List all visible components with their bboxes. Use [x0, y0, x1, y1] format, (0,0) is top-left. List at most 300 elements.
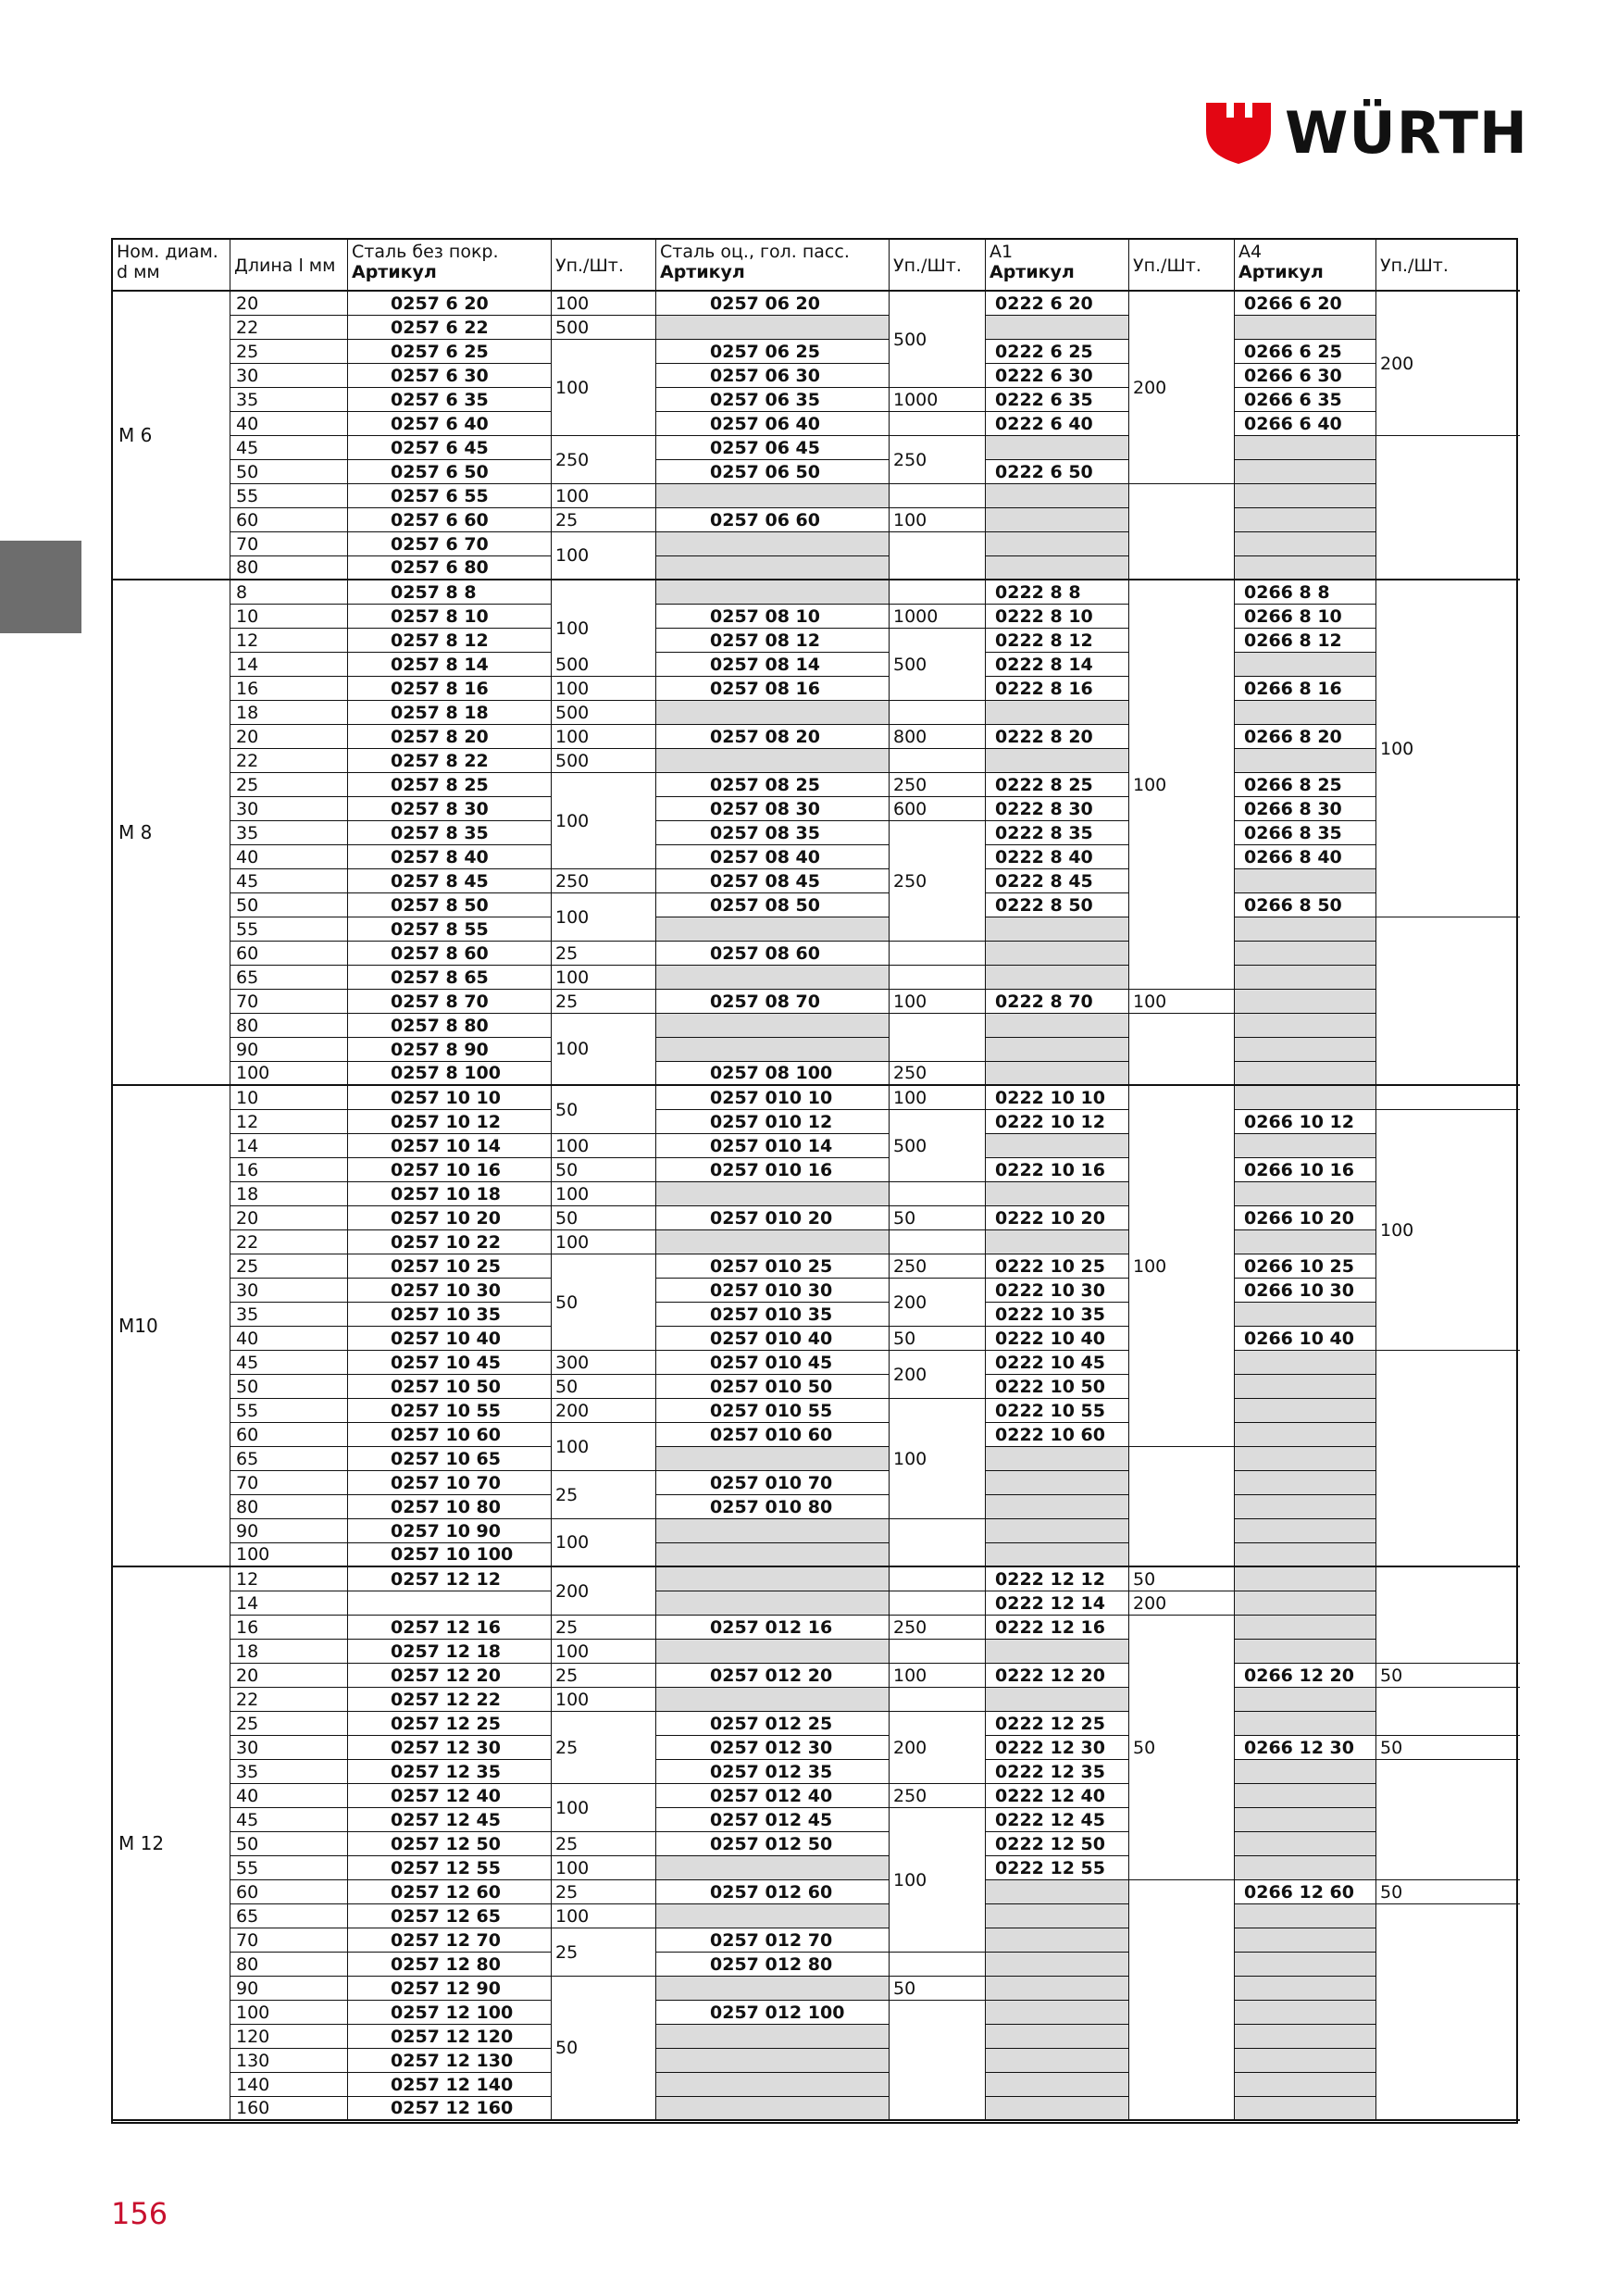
a4-article: 0266 8 50	[1235, 893, 1376, 917]
zinc-article: 0257 08 14	[656, 653, 890, 677]
a1-article: 0222 10 30	[986, 1279, 1129, 1303]
zinc-pack: 1000	[890, 388, 986, 412]
a1-article: 0222 10 50	[986, 1375, 1129, 1399]
a4-article: 0266 6 40	[1235, 412, 1376, 436]
steel-pack: 100	[552, 1856, 656, 1880]
zinc-article	[656, 749, 890, 773]
a1-article	[986, 2001, 1129, 2025]
header-text: A4	[1238, 242, 1263, 262]
a4-article	[1235, 1351, 1376, 1375]
a1-article	[986, 1640, 1129, 1664]
steel-article: 0257 12 70	[348, 1928, 552, 1953]
a4-article	[1235, 1591, 1376, 1616]
zinc-pack	[890, 749, 986, 773]
a4-pack: 100	[1376, 1110, 1520, 1351]
steel-article: 0257 8 20	[348, 725, 552, 749]
a1-article: 0222 10 12	[986, 1110, 1129, 1134]
zinc-article	[656, 1856, 890, 1880]
steel-article: 0257 8 55	[348, 917, 552, 942]
zinc-article: 0257 012 16	[656, 1616, 890, 1640]
steel-article: 0257 8 35	[348, 821, 552, 845]
steel-article: 0257 8 8	[348, 580, 552, 605]
a1-article	[986, 1230, 1129, 1254]
a4-article	[1235, 1784, 1376, 1808]
a1-article: 0222 10 55	[986, 1399, 1129, 1423]
length-cell: 22	[230, 1230, 348, 1254]
a1-article	[986, 1953, 1129, 1977]
a1-article: 0222 12 20	[986, 1664, 1129, 1688]
wurth-logo	[1206, 97, 1528, 167]
steel-article: 0257 8 40	[348, 845, 552, 869]
steel-pack: 25	[552, 508, 656, 532]
a4-article: 0266 8 12	[1235, 629, 1376, 653]
a1-article: 0222 12 35	[986, 1760, 1129, 1784]
zinc-article: 0257 012 100	[656, 2001, 890, 2025]
zinc-pack: 100	[890, 1664, 986, 1688]
length-cell: 12	[230, 1567, 348, 1591]
a4-article: 0266 8 25	[1235, 773, 1376, 797]
steel-article: 0257 12 120	[348, 2025, 552, 2049]
a1-article	[986, 1182, 1129, 1206]
steel-article: 0257 8 60	[348, 942, 552, 966]
a1-article: 0222 12 14	[986, 1591, 1129, 1616]
zinc-article	[656, 1182, 890, 1206]
a1-article	[986, 508, 1129, 532]
steel-article: 0257 10 65	[348, 1447, 552, 1471]
zinc-article	[656, 2097, 890, 2121]
steel-article: 0257 10 25	[348, 1254, 552, 1279]
a4-article	[1235, 1495, 1376, 1519]
steel-pack: 500	[552, 701, 656, 725]
a1-article: 0222 10 10	[986, 1086, 1129, 1110]
zinc-article: 0257 010 70	[656, 1471, 890, 1495]
steel-article: 0257 6 35	[348, 388, 552, 412]
a1-article	[986, 2097, 1129, 2121]
steel-article: 0257 12 30	[348, 1736, 552, 1760]
steel-article: 0257 12 160	[348, 2097, 552, 2121]
steel-article: 0257 8 14	[348, 653, 552, 677]
a1-article	[986, 701, 1129, 725]
a1-article	[986, 1495, 1129, 1519]
steel-article: 0257 10 16	[348, 1158, 552, 1182]
a4-article: 0266 6 25	[1235, 340, 1376, 364]
steel-pack: 200	[552, 1399, 656, 1423]
steel-pack: 100	[552, 532, 656, 580]
a1-article: 0222 12 30	[986, 1736, 1129, 1760]
zinc-article: 0257 012 80	[656, 1953, 890, 1977]
a1-pack: 50	[1129, 1567, 1235, 1591]
a4-article: 0266 12 60	[1235, 1880, 1376, 1904]
length-cell: 40	[230, 1327, 348, 1351]
page-number: 156	[111, 2196, 168, 2231]
a1-article: 0222 8 70	[986, 990, 1129, 1014]
length-cell: 30	[230, 1279, 348, 1303]
a4-article	[1235, 1447, 1376, 1471]
header-cell	[890, 240, 986, 292]
zinc-article: 0257 08 12	[656, 629, 890, 653]
length-cell: 55	[230, 917, 348, 942]
header-cell	[230, 240, 348, 292]
length-cell: 35	[230, 1303, 348, 1327]
spec-table	[111, 238, 1518, 2124]
zinc-article: 0257 012 40	[656, 1784, 890, 1808]
length-cell: 60	[230, 508, 348, 532]
a4-article: 0266 10 25	[1235, 1254, 1376, 1279]
length-cell: 22	[230, 1688, 348, 1712]
zinc-article: 0257 010 14	[656, 1134, 890, 1158]
a1-article: 0222 8 8	[986, 580, 1129, 605]
steel-article: 0257 12 100	[348, 2001, 552, 2025]
zinc-article: 0257 012 20	[656, 1664, 890, 1688]
length-cell: 65	[230, 966, 348, 990]
length-cell: 65	[230, 1904, 348, 1928]
steel-article: 0257 10 55	[348, 1399, 552, 1423]
a4-pack	[1376, 1086, 1520, 1110]
header-cell	[656, 240, 890, 292]
steel-article: 0257 12 18	[348, 1640, 552, 1664]
nominal-diameter: M 8	[113, 580, 230, 1086]
zinc-pack	[890, 1591, 986, 1616]
steel-pack: 100	[552, 340, 656, 436]
zinc-article	[656, 1447, 890, 1471]
zinc-article: 0257 010 35	[656, 1303, 890, 1327]
length-cell: 60	[230, 1880, 348, 1904]
a1-article	[986, 1038, 1129, 1062]
length-cell: 40	[230, 412, 348, 436]
a4-pack: 50	[1376, 1664, 1520, 1688]
a1-pack: 50	[1129, 1616, 1235, 1880]
a4-pack: 100	[1376, 580, 1520, 917]
length-cell: 40	[230, 1784, 348, 1808]
zinc-article	[656, 580, 890, 605]
a1-article	[986, 917, 1129, 942]
length-cell: 65	[230, 1447, 348, 1471]
a1-article: 0222 10 35	[986, 1303, 1129, 1327]
zinc-pack	[890, 942, 986, 966]
steel-pack: 100	[552, 677, 656, 701]
steel-pack: 25	[552, 1616, 656, 1640]
zinc-pack: 100	[890, 1808, 986, 1953]
steel-pack: 100	[552, 1519, 656, 1567]
a1-article: 0222 10 60	[986, 1423, 1129, 1447]
steel-article: 0257 6 50	[348, 460, 552, 484]
a1-article: 0222 12 12	[986, 1567, 1129, 1591]
header-cell	[986, 240, 1129, 292]
length-cell: 45	[230, 1808, 348, 1832]
a1-article	[986, 556, 1129, 580]
zinc-article	[656, 556, 890, 580]
steel-article: 0257 10 35	[348, 1303, 552, 1327]
steel-article: 0257 6 70	[348, 532, 552, 556]
a1-article	[986, 966, 1129, 990]
a4-article	[1235, 484, 1376, 508]
zinc-article: 0257 010 45	[656, 1351, 890, 1375]
zinc-article	[656, 484, 890, 508]
a4-article	[1235, 1953, 1376, 1977]
zinc-article: 0257 010 55	[656, 1399, 890, 1423]
a1-article	[986, 1928, 1129, 1953]
length-cell: 70	[230, 990, 348, 1014]
zinc-article	[656, 1038, 890, 1062]
steel-pack: 25	[552, 990, 656, 1014]
zinc-article: 0257 08 100	[656, 1062, 890, 1086]
zinc-pack	[890, 532, 986, 580]
zinc-article: 0257 06 50	[656, 460, 890, 484]
steel-article: 0257 12 65	[348, 1904, 552, 1928]
length-cell: 100	[230, 1543, 348, 1567]
a4-article: 0266 8 8	[1235, 580, 1376, 605]
a1-article: 0222 12 16	[986, 1616, 1129, 1640]
length-cell: 25	[230, 773, 348, 797]
steel-article: 0257 12 40	[348, 1784, 552, 1808]
steel-pack: 100	[552, 893, 656, 942]
header-cell	[1129, 240, 1235, 292]
a1-pack	[1129, 484, 1235, 580]
a4-article	[1235, 1856, 1376, 1880]
zinc-pack: 100	[890, 1399, 986, 1519]
steel-pack: 50	[552, 1977, 656, 2121]
a4-article: 0266 6 30	[1235, 364, 1376, 388]
steel-article: 0257 10 12	[348, 1110, 552, 1134]
zinc-article: 0257 08 35	[656, 821, 890, 845]
length-cell: 80	[230, 1014, 348, 1038]
a4-article	[1235, 2073, 1376, 2097]
a4-article	[1235, 2097, 1376, 2121]
steel-pack: 500	[552, 749, 656, 773]
zinc-article: 0257 010 40	[656, 1327, 890, 1351]
steel-article: 0257 8 70	[348, 990, 552, 1014]
a4-article: 0266 12 30	[1235, 1736, 1376, 1760]
a4-article	[1235, 1543, 1376, 1567]
steel-pack: 500	[552, 653, 656, 677]
zinc-pack	[890, 1953, 986, 1977]
steel-article: 0257 6 80	[348, 556, 552, 580]
length-cell: 70	[230, 1928, 348, 1953]
length-cell: 90	[230, 1519, 348, 1543]
a4-pack	[1376, 917, 1520, 1086]
length-cell: 14	[230, 653, 348, 677]
zinc-article: 0257 08 50	[656, 893, 890, 917]
zinc-pack	[890, 1014, 986, 1062]
length-cell: 160	[230, 2097, 348, 2121]
steel-pack: 50	[552, 1375, 656, 1399]
zinc-article: 0257 08 45	[656, 869, 890, 893]
zinc-article: 0257 012 30	[656, 1736, 890, 1760]
steel-article: 0257 12 60	[348, 1880, 552, 1904]
zinc-article	[656, 2025, 890, 2049]
steel-pack: 100	[552, 1230, 656, 1254]
steel-pack: 50	[552, 1158, 656, 1182]
steel-article: 0257 10 80	[348, 1495, 552, 1519]
steel-article: 0257 10 40	[348, 1327, 552, 1351]
a1-article: 0222 10 40	[986, 1327, 1129, 1351]
steel-article: 0257 8 10	[348, 605, 552, 629]
length-cell: 50	[230, 1375, 348, 1399]
length-cell: 90	[230, 1038, 348, 1062]
zinc-pack: 500	[890, 292, 986, 388]
steel-pack: 100	[552, 1014, 656, 1086]
steel-pack: 50	[552, 1254, 656, 1351]
steel-pack: 100	[552, 725, 656, 749]
zinc-article: 0257 012 70	[656, 1928, 890, 1953]
steel-pack: 25	[552, 1880, 656, 1904]
steel-pack: 100	[552, 580, 656, 677]
a4-pack	[1376, 1351, 1520, 1567]
zinc-article: 0257 012 45	[656, 1808, 890, 1832]
steel-pack: 25	[552, 1471, 656, 1519]
steel-pack: 100	[552, 292, 656, 316]
length-cell: 12	[230, 1110, 348, 1134]
a1-article: 0222 8 45	[986, 869, 1129, 893]
a4-article	[1235, 532, 1376, 556]
steel-article: 0257 8 65	[348, 966, 552, 990]
zinc-article	[656, 1904, 890, 1928]
a4-article	[1235, 1182, 1376, 1206]
a4-article	[1235, 316, 1376, 340]
steel-article: 0257 12 45	[348, 1808, 552, 1832]
length-cell: 16	[230, 677, 348, 701]
zinc-article: 0257 012 35	[656, 1760, 890, 1784]
steel-pack: 50	[552, 1206, 656, 1230]
zinc-article	[656, 1230, 890, 1254]
a1-pack: 200	[1129, 1591, 1235, 1616]
zinc-pack: 800	[890, 725, 986, 749]
a4-article	[1235, 966, 1376, 990]
header-text: Ном. диам.	[117, 242, 218, 262]
header-text: A1	[989, 242, 1014, 262]
length-cell: 55	[230, 1399, 348, 1423]
header-cell	[1376, 240, 1520, 292]
a1-article	[986, 1904, 1129, 1928]
zinc-article	[656, 917, 890, 942]
a1-article	[986, 1447, 1129, 1471]
zinc-pack	[890, 412, 986, 436]
a4-article: 0266 8 20	[1235, 725, 1376, 749]
steel-article: 0257 6 25	[348, 340, 552, 364]
a1-article: 0222 6 20	[986, 292, 1129, 316]
length-cell: 35	[230, 388, 348, 412]
header-text: d мм	[117, 262, 160, 282]
steel-pack: 100	[552, 1904, 656, 1928]
zinc-article: 0257 06 60	[656, 508, 890, 532]
a4-article	[1235, 1230, 1376, 1254]
zinc-article: 0257 010 30	[656, 1279, 890, 1303]
length-cell: 45	[230, 869, 348, 893]
zinc-article	[656, 1519, 890, 1543]
length-cell: 18	[230, 1182, 348, 1206]
steel-article: 0257 12 50	[348, 1832, 552, 1856]
header-text: Артикул	[660, 262, 745, 282]
a4-article	[1235, 1977, 1376, 2001]
a4-pack: 50	[1376, 1736, 1520, 1760]
zinc-pack: 500	[890, 629, 986, 701]
zinc-article: 0257 06 25	[656, 340, 890, 364]
a1-article: 0222 8 14	[986, 653, 1129, 677]
a4-article	[1235, 1519, 1376, 1543]
zinc-article: 0257 08 20	[656, 725, 890, 749]
length-cell: 20	[230, 1664, 348, 1688]
steel-pack: 300	[552, 1351, 656, 1375]
a4-article	[1235, 1760, 1376, 1784]
zinc-article	[656, 1591, 890, 1616]
a1-pack	[1129, 1014, 1235, 1086]
steel-pack: 25	[552, 1928, 656, 1977]
header-cell	[348, 240, 552, 292]
length-cell: 20	[230, 725, 348, 749]
steel-article: 0257 6 40	[348, 412, 552, 436]
a4-article	[1235, 1567, 1376, 1591]
a4-article	[1235, 1062, 1376, 1086]
steel-article: 0257 8 16	[348, 677, 552, 701]
steel-article: 0257 12 130	[348, 2049, 552, 2073]
steel-article: 0257 10 100	[348, 1543, 552, 1567]
a1-article: 0222 8 16	[986, 677, 1129, 701]
a4-article	[1235, 990, 1376, 1014]
steel-article: 0257 8 22	[348, 749, 552, 773]
zinc-article: 0257 010 16	[656, 1158, 890, 1182]
a4-article	[1235, 1808, 1376, 1832]
steel-article: 0257 10 45	[348, 1351, 552, 1375]
length-cell: 40	[230, 845, 348, 869]
zinc-article: 0257 06 30	[656, 364, 890, 388]
a1-article	[986, 2073, 1129, 2097]
zinc-pack: 200	[890, 1279, 986, 1327]
steel-article: 0257 10 60	[348, 1423, 552, 1447]
zinc-article: 0257 06 20	[656, 292, 890, 316]
zinc-article: 0257 08 25	[656, 773, 890, 797]
steel-pack: 500	[552, 316, 656, 340]
zinc-article	[656, 1977, 890, 2001]
zinc-article: 0257 08 60	[656, 942, 890, 966]
a1-article: 0222 8 12	[986, 629, 1129, 653]
steel-article: 0257 8 100	[348, 1062, 552, 1086]
steel-article: 0257 6 22	[348, 316, 552, 340]
a1-article	[986, 1134, 1129, 1158]
header-text: Уп./Шт.	[1133, 256, 1201, 276]
zinc-article	[656, 2049, 890, 2073]
zinc-article: 0257 08 70	[656, 990, 890, 1014]
a1-pack: 200	[1129, 292, 1235, 484]
a4-article: 0266 6 20	[1235, 292, 1376, 316]
zinc-pack: 50	[890, 1327, 986, 1351]
a4-article	[1235, 556, 1376, 580]
a1-pack: 100	[1129, 1086, 1235, 1447]
zinc-article: 0257 06 40	[656, 412, 890, 436]
length-cell: 10	[230, 605, 348, 629]
a1-article: 0222 6 30	[986, 364, 1129, 388]
zinc-pack	[890, 580, 986, 605]
a4-pack	[1376, 1760, 1520, 1880]
header-text: Артикул	[352, 262, 437, 282]
a4-article	[1235, 1616, 1376, 1640]
a1-article: 0222 10 16	[986, 1158, 1129, 1182]
steel-pack: 100	[552, 966, 656, 990]
steel-article: 0257 10 14	[348, 1134, 552, 1158]
steel-pack: 25	[552, 942, 656, 966]
a1-article: 0222 8 35	[986, 821, 1129, 845]
zinc-pack: 600	[890, 797, 986, 821]
steel-article: 0257 8 30	[348, 797, 552, 821]
length-cell: 20	[230, 292, 348, 316]
a1-article: 0222 8 25	[986, 773, 1129, 797]
zinc-pack: 100	[890, 1086, 986, 1110]
zinc-article: 0257 08 10	[656, 605, 890, 629]
zinc-article	[656, 1014, 890, 1038]
length-cell: 12	[230, 629, 348, 653]
zinc-pack	[890, 1230, 986, 1254]
zinc-article: 0257 010 20	[656, 1206, 890, 1230]
length-cell: 45	[230, 1351, 348, 1375]
